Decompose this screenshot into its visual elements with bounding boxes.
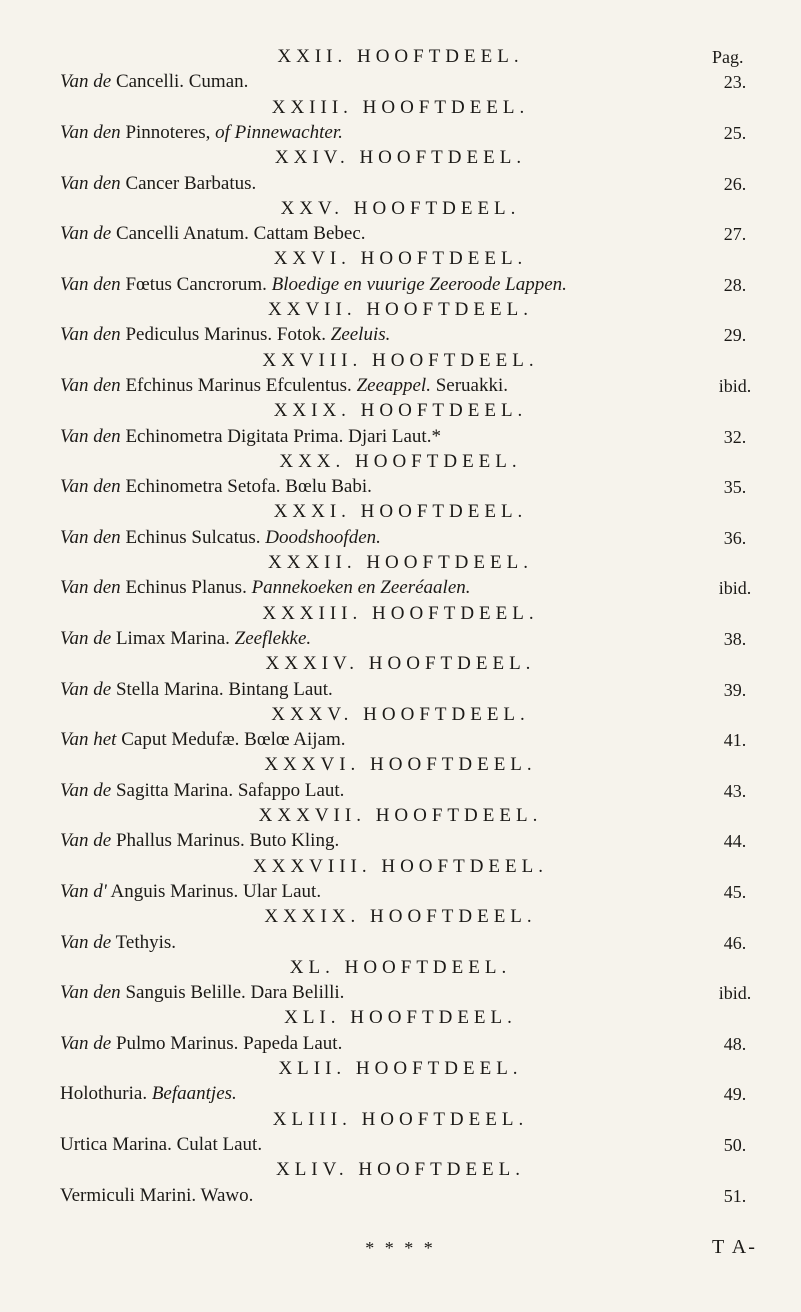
entry-title: Limax Marina. [115,627,230,649]
page-number: 43. [723,780,747,801]
page-number: 32. [723,426,747,447]
entry-dutch-name: Doodshoofden. [265,526,381,548]
chapter-heading: XXXI. HOOFTDEEL. [273,501,528,523]
entry-prefix: Van de [60,627,112,649]
entry-prefix: Van de [60,830,112,852]
entry-title: Echinus Planus. [125,577,247,599]
entry-title: Cancelli. Cuman. [115,71,249,93]
toc-entry [60,173,670,195]
entry-prefix: Van den [60,273,121,295]
toc-entry [60,476,670,498]
chapter-heading: XXX. HOOFTDEEL. [279,450,522,472]
entry-prefix: Van d' [60,880,107,902]
page-number: ibid. [718,375,752,396]
toc-entry [60,71,670,93]
page-number: 29. [723,325,747,346]
entry-dutch-name: Zeeflekke. [234,627,312,649]
entry-dutch-name: Zeeluis. [330,324,391,346]
toc-entry [60,122,670,144]
entry-prefix: Van den [60,476,121,498]
chapter-heading: XXXII. HOOFTDEEL. [268,552,533,573]
entry-title: Pediculus Marinus. Fotok. [125,324,326,346]
entry-prefix: Van den [60,577,121,599]
entry-title: Sagitta Marina. Safappo Laut. [115,779,345,801]
page-number: 27. [723,224,747,245]
entry-title: Pinnoteres, [125,121,211,143]
entry-title: Cancer Barbatus. [125,172,257,194]
page-number: 28. [723,274,747,295]
chapter-heading: XXXVII. HOOFTDEEL. [258,805,543,826]
chapter-heading: XXXIII. HOOFTDEEL. [262,602,539,624]
chapter-heading: XXIII. HOOFTDEEL. [271,96,530,118]
chapter-heading: XXXV. HOOFTDEEL. [271,703,530,725]
page-number: ibid. [718,578,752,599]
toc-entry [60,830,670,852]
page-number: 23. [723,72,747,93]
chapter-heading: XLIV. HOOFTDEEL. [275,1159,526,1181]
entry-local-name: Seruakki. [435,374,509,396]
chapter-heading: XXVIII. HOOFTDEEL. [262,349,539,371]
chapter-heading: XXVII. HOOFTDEEL. [268,299,533,320]
page-number: 39. [723,679,747,700]
catchword: T A- [712,1236,757,1258]
page-number: 26. [723,173,747,194]
page-number: 46. [723,932,747,953]
chapter-heading: XXIX. HOOFTDEEL. [273,400,528,422]
entry-title: Echinometra Digitata Prima. Djari Laut.* [125,425,441,447]
entry-prefix: Van de [60,678,112,700]
chapter-heading: XL. HOOFTDEEL. [289,956,512,978]
page-number: 48. [723,1033,747,1054]
chapter-heading: XLIII. HOOFTDEEL. [272,1108,529,1130]
chapter-heading: XXVI. HOOFTDEEL. [273,248,528,270]
page-number: ibid. [718,983,752,1004]
entry-title: Fœtus Cancrorum. [125,273,267,295]
page-number: 41. [723,730,747,751]
page-number: 38. [723,628,747,649]
entry-prefix: Van den [60,172,121,194]
toc-entry [60,577,670,599]
page-number: 35. [723,477,747,498]
entry-title: Vermiculi Marini. Wawo. [60,1184,254,1206]
entry-prefix: Van den [60,121,121,143]
page-number: 36. [723,527,747,548]
chapter-heading: XXXIX. HOOFTDEEL. [264,906,537,928]
toc-entry [60,274,670,296]
toc-entry [60,932,670,954]
toc-entry [60,881,670,903]
page-number: 25. [723,122,747,143]
entry-title: Cancelli Anatum. Cattam Bebec. [115,223,366,245]
entry-prefix: Van den [60,982,121,1004]
toc-entry [60,426,670,448]
page-number: 51. [723,1185,747,1206]
entry-prefix: Van de [60,71,112,93]
page-number: 50. [723,1134,747,1155]
entry-title: Sanguis Belille. Dara Belilli. [125,982,345,1004]
page-number: 45. [723,881,747,902]
entry-title: Echinus Sulcatus. [125,526,261,548]
chapter-heading: XXXVIII. HOOFTDEEL. [253,855,548,877]
page-number: 44. [723,831,747,852]
entry-title: Tethyis. [115,931,177,953]
entry-title: Phallus Marinus. Buto Kling. [115,830,340,852]
entry-prefix: Van den [60,526,121,548]
chapter-heading: XLI. HOOFTDEEL. [284,1007,517,1029]
entry-title: Holothuria. [60,1083,148,1105]
entry-title: Caput Medufæ. Bœlœ Aijam. [121,729,346,751]
toc-entry [60,375,670,397]
chapter-heading: XXV. HOOFTDEEL. [280,197,521,219]
chapter-heading: XLII. HOOFTDEEL. [278,1058,523,1079]
toc-entry [60,628,670,650]
entry-prefix: Van de [60,223,112,245]
chapter-heading: XXXVI. HOOFTDEEL. [264,754,537,776]
entry-title: Pulmo Marinus. Papeda Laut. [115,1032,343,1054]
toc-entry [60,1083,670,1105]
chapter-heading: XXII. HOOFTDEEL. [277,46,524,67]
entry-prefix: Van de [60,1032,112,1054]
toc-entry [60,679,670,701]
toc-entry [60,780,670,802]
entry-prefix: Van de [60,931,112,953]
chapter-heading: XXXIV. HOOFTDEEL. [265,653,536,675]
entry-dutch-name: Bloedige en vuurige Zeeroode Lappen. [271,273,567,295]
entry-title: Urtica Marina. Culat Laut. [60,1133,263,1155]
page-column-label: Pag. [712,47,744,67]
toc-entry [60,729,670,751]
entry-dutch-name: Pannekoeken en Zeeréaalen. [251,577,471,599]
page-number: 49. [723,1084,747,1105]
entry-title: Stella Marina. Bintang Laut. [115,678,333,700]
toc-entry [60,527,670,549]
entry-prefix: Van den [60,324,121,346]
toc-entry [60,1185,670,1207]
entry-dutch-name: Zeeappel. [356,374,431,396]
entry-prefix: Van den [60,425,121,447]
entry-title: Efchinus Marinus Efculentus. [125,374,352,396]
footer-ornament: * * * * [365,1238,436,1258]
toc-entry [60,1033,670,1055]
entry-prefix: Van het [60,729,117,751]
entry-dutch-name: Befaantjes. [151,1083,237,1105]
entry-prefix: Van den [60,374,121,396]
entry-title: Echinometra Setofa. Bœlu Babi. [125,476,372,498]
chapter-heading: XXIV. HOOFTDEEL. [274,147,527,169]
entry-dutch-name: of Pinnewachter. [215,121,343,143]
toc-entry [60,324,670,346]
entry-title: Anguis Marinus. Ular Laut. [110,880,322,902]
toc-entry [60,982,670,1004]
toc-entry [60,1134,670,1156]
toc-entry [60,223,670,245]
entry-prefix: Van de [60,779,112,801]
